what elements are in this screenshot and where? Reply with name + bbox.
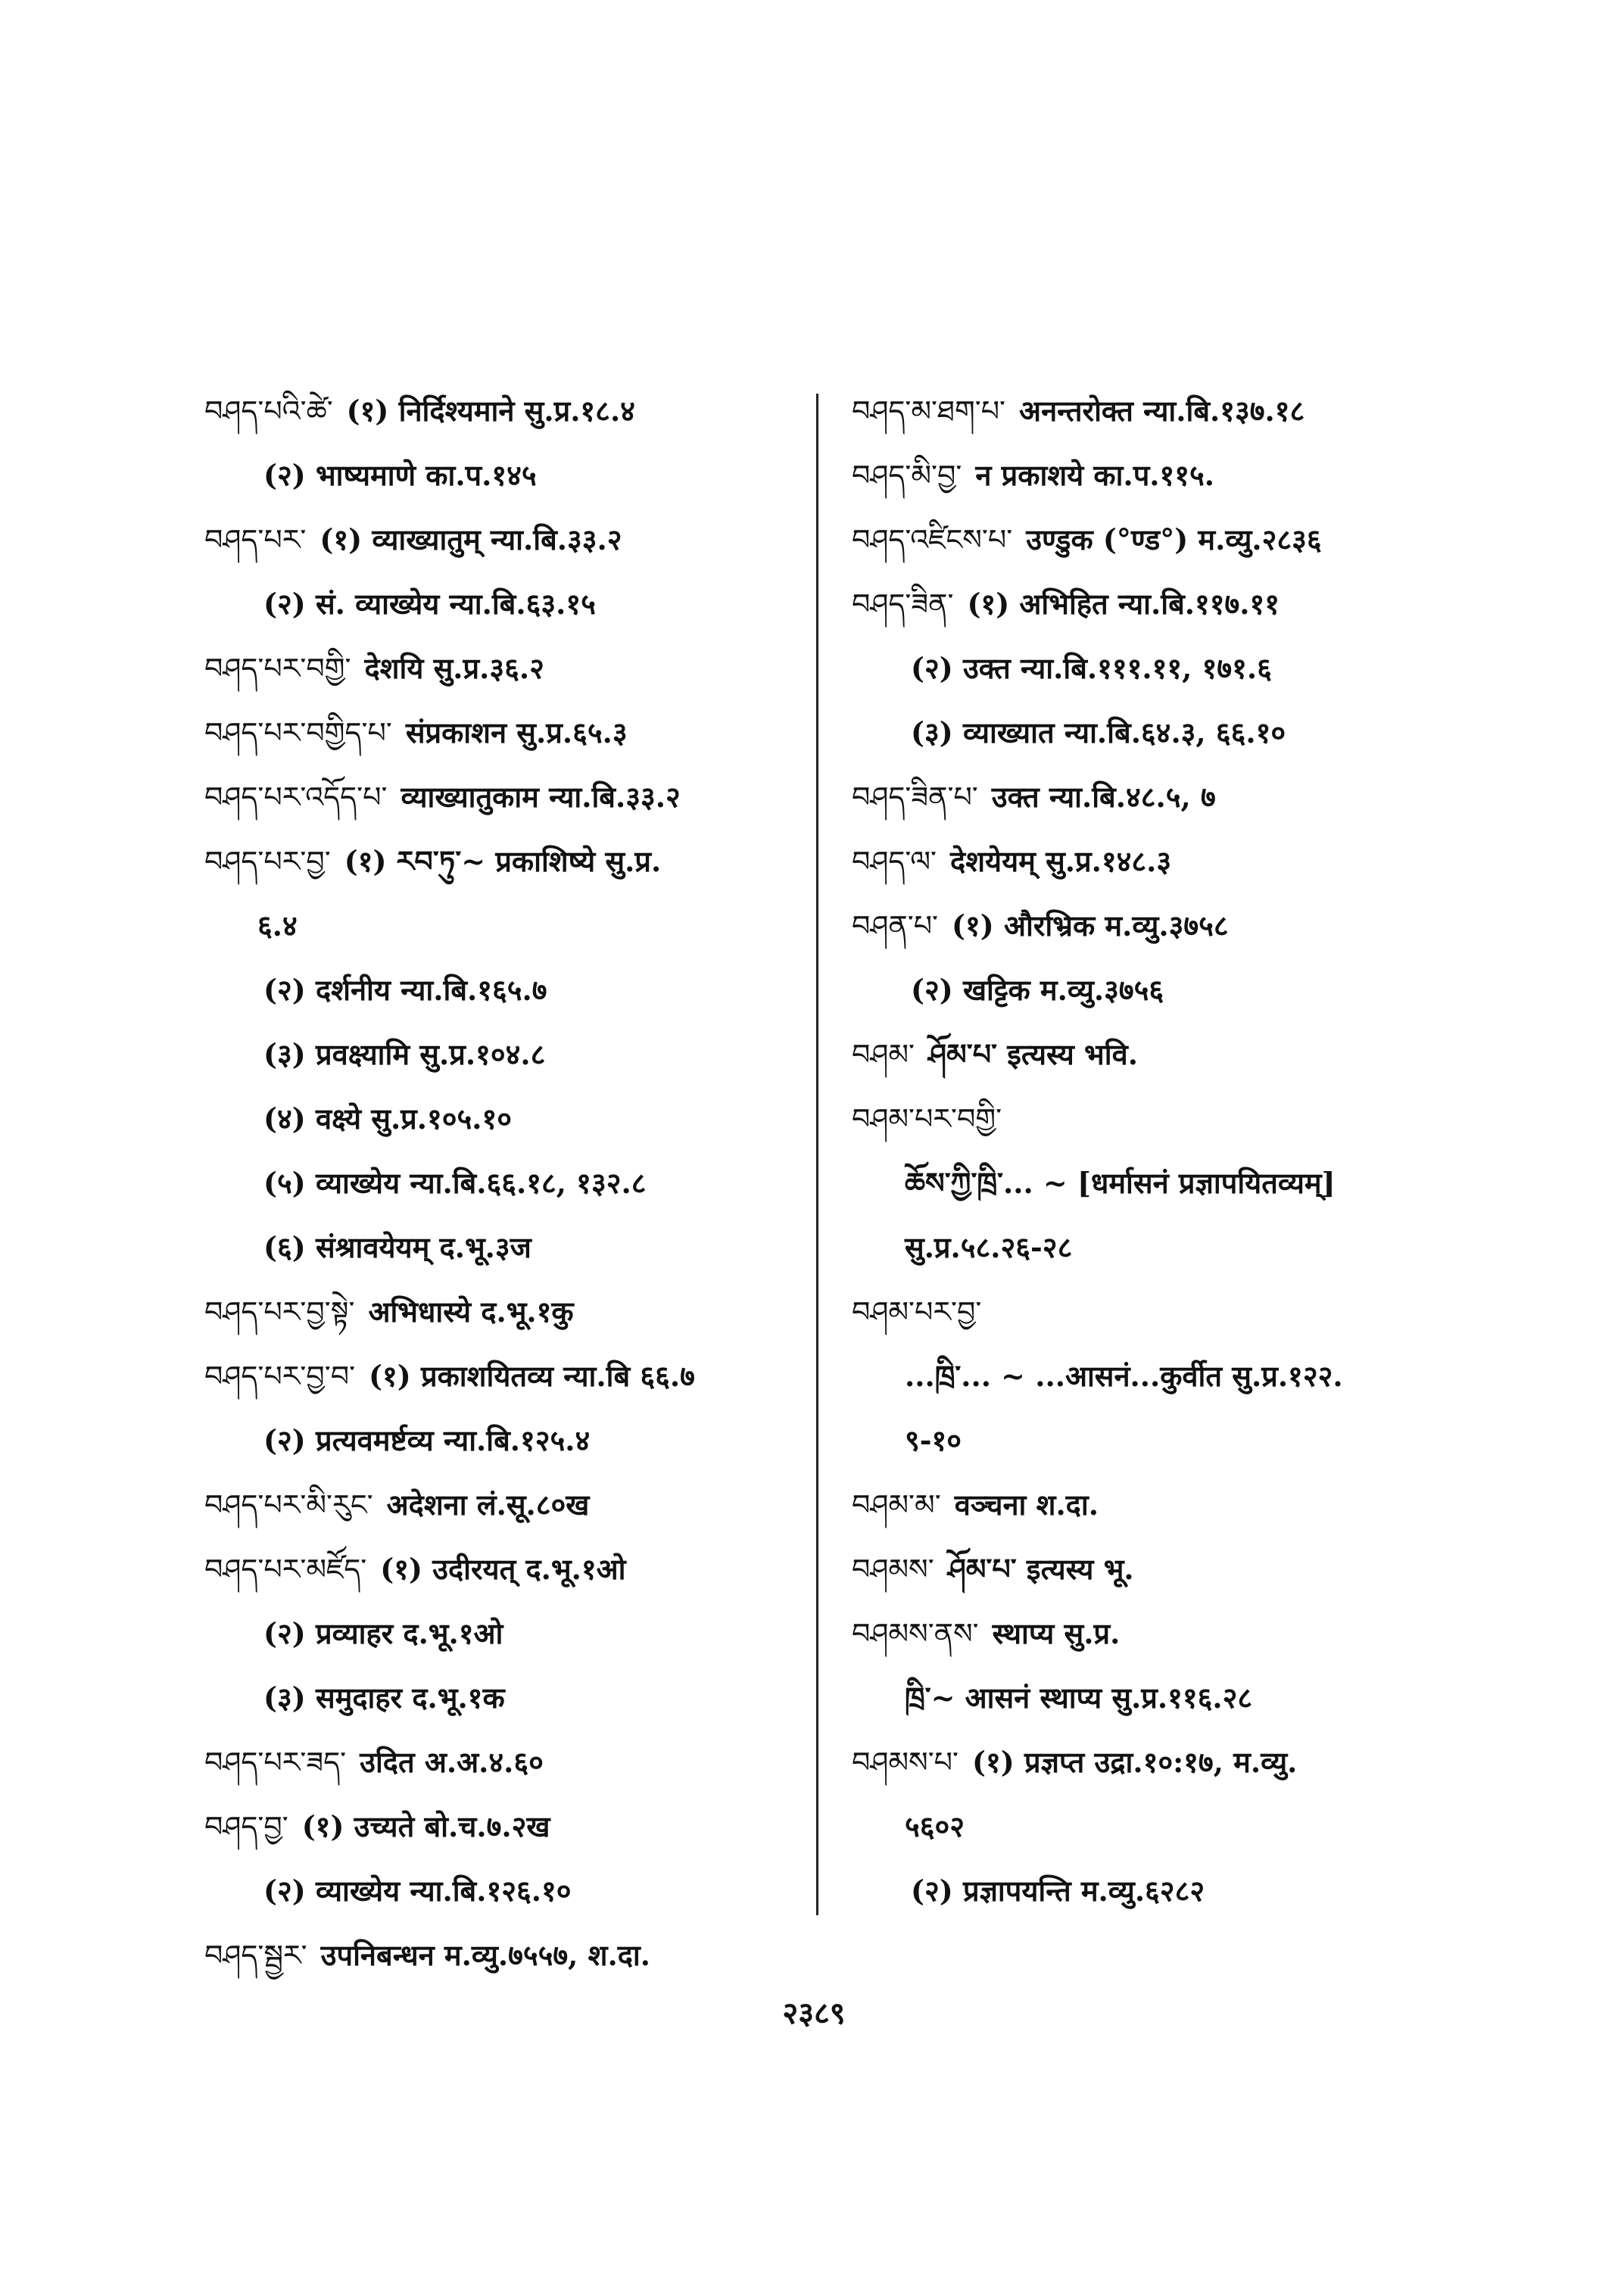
dictionary-entry bbox=[204, 572, 810, 636]
tibetan-headword: བཤད་པར་བྱ་བ་ bbox=[204, 1360, 356, 1393]
sanskrit-definition: ९-१० bbox=[905, 1423, 962, 1457]
sanskrit-definition: (२) दर्शनीय न्या.बि.१६५.७ bbox=[263, 973, 547, 1007]
dictionary-entry bbox=[204, 1408, 810, 1472]
dictionary-entry bbox=[204, 893, 810, 958]
sanskrit-definition: ཤོམ་པ་ इत्यस्य भवि. bbox=[928, 1037, 1138, 1071]
sanskrit-definition: (१) उदीरयत् द.भू.१ओ bbox=[380, 1552, 626, 1586]
sanskrit-definition: न प्रकाशये का.प.११५. bbox=[975, 458, 1215, 492]
sanskrit-definition: (६) संश्रावयेयम् द.भू.३ज bbox=[263, 1230, 531, 1264]
tibetan-headword: བཤམ་པར་བྱ་ bbox=[852, 1295, 982, 1329]
sanskrit-definition: अदेशना लं.सू.८०ख bbox=[386, 1488, 590, 1522]
tibetan-headword: བཤད་འཛིངས་པ་ bbox=[852, 523, 1013, 556]
dictionary-entry bbox=[204, 1537, 810, 1601]
dictionary-entry bbox=[204, 1086, 810, 1151]
tibetan-headword: བཤད་པར་མི་རུང་ bbox=[204, 1488, 373, 1522]
dictionary-entry bbox=[204, 507, 810, 572]
dictionary-entry bbox=[852, 1151, 1488, 1215]
dictionary-entry bbox=[852, 379, 1488, 443]
dictionary-entry bbox=[204, 1858, 810, 1923]
dictionary-entry bbox=[204, 379, 810, 443]
tibetan-headword: བཤམ་ bbox=[852, 1038, 915, 1071]
dictionary-entry bbox=[852, 1086, 1488, 1151]
sanskrit-definition: देशयेयम् सु.प्र.१४८.३ bbox=[950, 844, 1172, 878]
dictionary-entry bbox=[852, 1215, 1488, 1279]
dictionary-entry bbox=[204, 1665, 810, 1730]
dictionary-entry bbox=[204, 1279, 810, 1344]
sanskrit-definition: उण्डुक (°ण्ड°) म.व्यु.२८३६ bbox=[1026, 522, 1322, 556]
sanskrit-definition: (२) भाष्यमाणे का.प.१४५ bbox=[263, 458, 537, 492]
sanskrit-definition: ཤོམ་པ་ इत्यस्य भू. bbox=[947, 1552, 1134, 1586]
sanskrit-definition: (२) प्रत्यवमर्ष्टव्य न्या.बि.१२५.४ bbox=[263, 1423, 591, 1457]
tibetan-headword: བཤད་ལ་ bbox=[852, 845, 937, 878]
tibetan-headword: བཤད་བྱ་ bbox=[204, 1810, 288, 1843]
sanskrit-definition: स्थाप्य सु.प्र. bbox=[992, 1616, 1121, 1650]
tibetan-headword: བཤམས་པ་ bbox=[852, 1746, 959, 1779]
sanskrit-definition: ...ཁྲི་... ~ ...आसनं...कुर्वीत सु.प्र.१२२. bbox=[905, 1359, 1343, 1393]
sanskrit-definition: (१) प्रज्ञप्त उद्रा.१०:१७, म.व्यु. bbox=[972, 1745, 1298, 1779]
page-number: २३८९ bbox=[782, 1995, 846, 2031]
dictionary-entry bbox=[852, 700, 1488, 765]
sanskrit-definition: (२) सं. व्याख्येय न्या.बि.६३.१५ bbox=[263, 587, 596, 621]
tibetan-headword: བཤད་པར་ bbox=[204, 523, 307, 556]
sanskrit-definition: ६.४ bbox=[257, 908, 298, 942]
sanskrit-definition: ५६०२ bbox=[905, 1809, 965, 1843]
sanskrit-definition: (२) प्रव्याहर द.भू.१ओ bbox=[263, 1616, 503, 1650]
dictionary-entry bbox=[852, 1344, 1488, 1408]
dictionary-entry bbox=[204, 700, 810, 765]
dictionary-entry bbox=[852, 1537, 1488, 1601]
tibetan-headword: བཤད་པར་བྱ་ bbox=[204, 845, 331, 878]
sanskrit-definition: उपनिबन्धन म.व्यु.७५५७, श.दा. bbox=[320, 1938, 650, 1972]
sanskrit-definition: (२) व्याख्येय न्या.बि.१२६.१० bbox=[263, 1874, 572, 1908]
tibetan-headword: བཤད་པར་བྱ་སྟེ་ bbox=[204, 1295, 355, 1329]
tibetan-headword: བཤམ་མ་ bbox=[852, 1488, 941, 1522]
dictionary-entry bbox=[852, 1408, 1488, 1472]
sanskrit-definition: (४) वक्ष्ये सु.प्र.१०५.१० bbox=[263, 1101, 513, 1136]
dictionary-entry bbox=[852, 1472, 1488, 1537]
dictionary-entry bbox=[852, 1601, 1488, 1665]
sanskrit-definition: उदित अ.अ.४.६० bbox=[360, 1745, 544, 1779]
sanskrit-definition: (३) व्याख्यात न्या.बि.६४.३, ६६.१० bbox=[911, 715, 1286, 749]
dictionary-entry bbox=[852, 1730, 1488, 1794]
dictionary-entry bbox=[204, 1730, 810, 1794]
sanskrit-definition: (१) उच्यते बो.च.७.२ख bbox=[301, 1809, 550, 1843]
dictionary-entry bbox=[852, 765, 1488, 829]
tibetan-headword: བཤད་མ་ཐག་པ་ bbox=[852, 394, 1006, 428]
sanskrit-definition: (१) निर्दिश्यमाने सु.प्र.१८.४ bbox=[346, 394, 635, 428]
sanskrit-definition: (१) व्याख्यातुम् न्या.बि.३३.२ bbox=[320, 522, 622, 556]
sanskrit-definition: वञ्चना श.दा. bbox=[954, 1488, 1099, 1522]
sanskrit-definition: ཆོས་ཀྱི་ཁྲི་... ~ [धर्मासनं प्रज्ञापयितव्यम्] bbox=[905, 1166, 1336, 1200]
dictionary-entry bbox=[852, 1279, 1488, 1344]
tibetan-headword: བཤད་པར་བགྱིད་པ་ bbox=[204, 716, 392, 749]
sanskrit-definition: (५) व्याख्येय न्या.बि.६६.१८, १३२.८ bbox=[263, 1166, 647, 1200]
dictionary-entry bbox=[204, 765, 810, 829]
dictionary-entry bbox=[852, 958, 1488, 1022]
dictionary-entry bbox=[204, 829, 810, 893]
left-column bbox=[204, 379, 810, 1987]
sanskrit-definition: (१) རབ་ཏུ་~ प्रकाशिष्ये सु.प्र. bbox=[344, 844, 662, 878]
tibetan-headword: བཤན་པ་ bbox=[852, 909, 939, 942]
right-column bbox=[852, 379, 1488, 1923]
sanskrit-definition: अनन्तरोक्त न्या.बि.१३७.१८ bbox=[1019, 394, 1305, 428]
sanskrit-definition: देशयि सु.प्र.३६.२ bbox=[364, 651, 544, 685]
tibetan-headword: བཤད་མི་བྱ་ bbox=[852, 459, 962, 492]
dictionary-entry bbox=[204, 1215, 810, 1279]
sanskrit-definition: (३) समुदाहर द.भू.१क bbox=[263, 1681, 505, 1715]
sanskrit-definition: संप्रकाशन सु.प्र.६५.३ bbox=[405, 715, 628, 749]
dictionary-entry bbox=[204, 1472, 810, 1537]
tibetan-headword: བཤད་ཟིན་པ་ bbox=[852, 780, 978, 814]
sanskrit-definition: (२) प्रज्ञापयन्ति म.व्यु.६२८२ bbox=[911, 1874, 1205, 1908]
dictionary-entry bbox=[852, 443, 1488, 507]
dictionary-entry bbox=[852, 1858, 1488, 1923]
tibetan-headword: བཤད་པར་ཟད་ bbox=[204, 1746, 347, 1779]
dictionary-entry bbox=[852, 1794, 1488, 1858]
dictionary-entry bbox=[852, 1022, 1488, 1086]
sanskrit-definition: (१) औरभ्रिक म.व्यु.३७५८ bbox=[952, 908, 1229, 942]
sanskrit-definition: (२) खट्टिक म.व्यु.३७५६ bbox=[911, 973, 1164, 1007]
dictionary-entry bbox=[204, 443, 810, 507]
dictionary-entry bbox=[204, 1794, 810, 1858]
tibetan-headword: བཤད་པར་བགྱི་ bbox=[204, 652, 351, 685]
dictionary-entry bbox=[204, 1022, 810, 1086]
dictionary-entry bbox=[852, 507, 1488, 572]
dictionary-entry bbox=[852, 893, 1488, 958]
dictionary-entry bbox=[204, 1151, 810, 1215]
dictionary-entry bbox=[852, 1665, 1488, 1730]
tibetan-headword: བཤད་སྦྱར་ bbox=[204, 1939, 307, 1972]
dictionary-entry bbox=[852, 829, 1488, 893]
sanskrit-definition: व्याख्यातुकाम न्या.बि.३३.२ bbox=[401, 780, 681, 814]
dictionary-entry bbox=[852, 636, 1488, 700]
sanskrit-definition: (१) प्रकाशयितव्य न्या.बि ६६.७ bbox=[369, 1359, 695, 1393]
sanskrit-definition: (१) अभिहित न्या.बि.११७.११ bbox=[967, 587, 1280, 621]
tibetan-headword: བཤམ་པར་བགྱི་ bbox=[852, 1102, 1002, 1136]
column-divider bbox=[816, 394, 818, 1915]
tibetan-headword: བཤད་ཟིན་ bbox=[852, 587, 954, 621]
dictionary-entry bbox=[204, 1344, 810, 1408]
dictionary-entry bbox=[204, 958, 810, 1022]
dictionary-entry bbox=[852, 572, 1488, 636]
tibetan-headword: བཤད་པའི་ཚེ་ bbox=[204, 394, 333, 428]
tibetan-headword: བཤད་པར་འདོད་པ་ bbox=[204, 780, 388, 814]
dictionary-entry bbox=[204, 1923, 810, 1987]
sanskrit-definition: उक्त न्या.बि.४८.५, ७ bbox=[991, 780, 1216, 814]
tibetan-headword: བཤད་པར་མཛོད་ bbox=[204, 1553, 367, 1586]
sanskrit-definition: (३) प्रवक्ष्यामि सु.प्र.१०४.८ bbox=[263, 1037, 546, 1071]
sanskrit-definition: अभिधास्ये द.भू.१कु bbox=[368, 1294, 574, 1329]
sanskrit-definition: (२) उक्त न्या.बि.१११.११, १७१.६ bbox=[911, 651, 1272, 685]
dictionary-entry bbox=[204, 1601, 810, 1665]
dictionary-entry bbox=[204, 636, 810, 700]
tibetan-headword: བཤམས་ནས་ bbox=[852, 1617, 979, 1650]
sanskrit-definition: सु.प्र.५८.२६-२८ bbox=[905, 1230, 1073, 1264]
sanskrit-definition: ཁྲི་~ आसनं स्थाप्य सु.प्र.११६.२८ bbox=[905, 1681, 1253, 1715]
tibetan-headword: བཤམས་ bbox=[852, 1553, 934, 1586]
